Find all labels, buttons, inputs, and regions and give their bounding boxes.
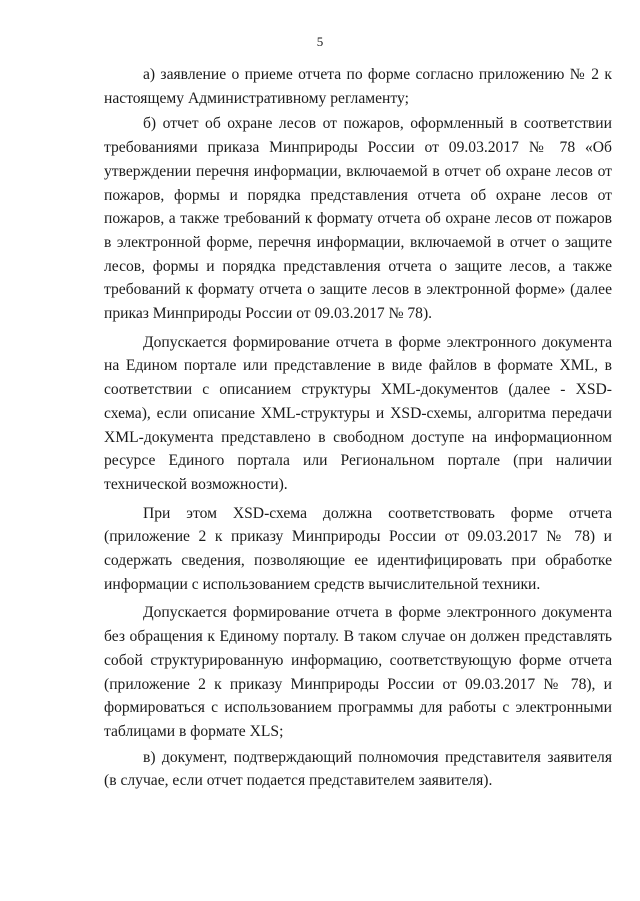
paragraph-xsd-schema: При этом XSD-схема должна соответствовать форме отчета (приложение 2 к приказу Минприроды России от 09.03.2017 № 78) и содержать сведения, позволяющие ее идентифицировать при обработке информации с использованием средств вычислительной техники. <box>104 504 612 593</box>
paragraph-item-v: в) документ, подтверждающий полномочия представителя заявителя (в случае, если отчет подается представителем заявителя). <box>104 748 612 790</box>
paragraph-item-a: а) заявление о приеме отчета по форме согласно приложению № 2 к настоящему Административному регламенту; <box>104 66 612 107</box>
page-number: 5 <box>316 34 324 49</box>
document-body <box>104 63 612 793</box>
paragraph-item-b: б) отчет об охране лесов от пожаров, оформленный в соответствии требованиями приказа Минприроды России от 09.03.2017 № 78 «Об утверждении перечня информации, включаемой в отчет об охране лесов от пожаров, формы и порядка представления отчета об охране лесов от пожаров, а также требований к формату отчета об охране лесов от пожаров в электронной форме, перечня информации, включаемой в отчет о защите лесов, формы и порядка представления отчета о защите лесов, а также требований к формату отчета о защите лесов в электронной форме» (далее приказ Минприроды России от 09.03.2017 № 78). <box>104 115 612 323</box>
paragraph-electronic-form: Допускается формирование отчета в форме электронного документа на Едином портале или представление в виде файлов в формате XML, в соответствии с описанием структуры XML-документов (далее - XSD-схема), если описание XML-структуры и XSD-схемы, алгоритма передачи XML-документа представлено в свободном доступе на информационном ресурсе Единого портала или Региональном портале (при наличии технической возможности). <box>104 333 612 493</box>
paragraph-xls-format: Допускается формирование отчета в форме электронного документа без обращения к Единому порталу. В таком случае он должен представлять собой структурированную информацию, соответствующую форме отчета (приложение 2 к приказу Минприроды России от 09.03.2017 № 78), и формироваться с использованием программы для работы с электронными таблицами в формате XLS; <box>104 604 612 740</box>
